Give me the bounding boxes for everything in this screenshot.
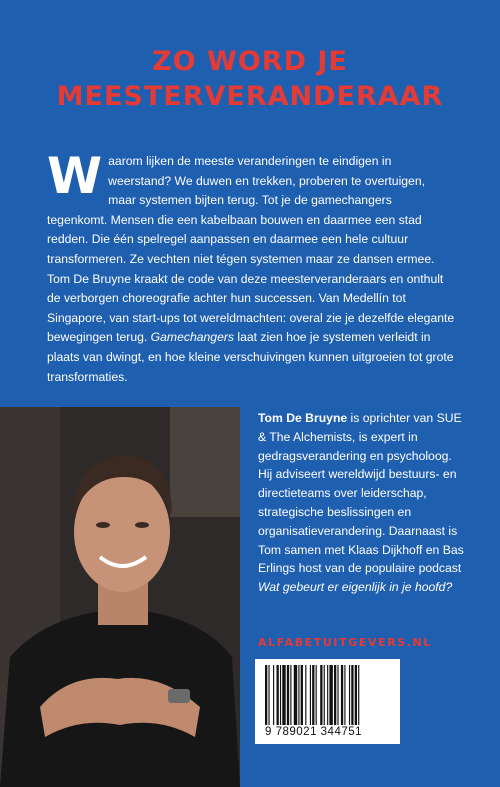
barcode-bar — [277, 665, 279, 725]
barcode-bar — [329, 665, 332, 725]
drop-cap: W — [47, 147, 103, 205]
barcode-bars — [255, 665, 400, 727]
barcode-bar — [355, 665, 357, 725]
barcode-bar — [324, 665, 325, 725]
barcode-bar — [320, 665, 322, 725]
author-photo — [0, 407, 240, 787]
barcode-bar — [349, 665, 350, 725]
author-bio — [258, 409, 468, 597]
barcode-bar — [344, 665, 345, 725]
barcode-bar — [341, 665, 343, 725]
barcode-bar — [351, 665, 353, 725]
barcode-bar — [287, 665, 289, 725]
barcode-bar — [280, 665, 281, 725]
barcode-bar — [290, 665, 291, 725]
barcode-digits: 9 789021 344751 — [265, 726, 363, 738]
blurb-text-2: laat zien hoe je systemen verleidt in plaats van dwingt, en hoe kleine verschuivingen kunnen uitgroeien tot grote transformaties. — [47, 330, 454, 384]
title-line-1: ZO WORD JE — [152, 46, 348, 77]
barcode-bar — [316, 665, 317, 725]
podcast-title: Wat gebeurt er eigenlijk in je hoofd? — [258, 580, 453, 595]
barcode-bar — [268, 665, 269, 725]
barcode-bar — [327, 665, 328, 725]
barcode-bar — [312, 665, 314, 725]
blurb-book-title: Gamechangers — [150, 330, 234, 345]
title-line-2: MEESTERVERANDERAAR — [56, 81, 444, 112]
barcode-bar — [310, 665, 311, 725]
author-bio-text: is oprichter van SUE & The Alchemists, is expert in gedragsverandering en psycholoog. Hij adviseert wereldwijd bestuurs- en directieteams over leiderschap, strategische beslissingen en organisatieverandering. Daarnaast is Tom samen met Klaas Dijkhoff en Bas Erlings host van de populaire podcast — [258, 411, 464, 576]
isbn-barcode — [255, 659, 400, 744]
publisher-url[interactable]: ALFABETUITGEVERS.NL — [258, 636, 432, 649]
barcode-bar — [337, 665, 338, 725]
barcode-bar — [265, 665, 267, 725]
blurb-text-1: aarom lijken de meeste veranderingen te eindigen in weerstand? We duwen en trekken, proberen te overtuigen, maar systemen bijten terug. Tot je de gamechangers tegenkomt. Mensen die een kabelbaan bouwen en daarmee een stad redden. Die één spelregel aanpassen en daarmee een hele cultuur transformeren. Ze vechten niet tégen systemen maar ze dansen ermee. Tom De Bruyne kraakt de code van deze meesterveranderaars en onthult de verborgen choreografie achter hun successen. Van Medellín tot Singapore, van start-ups tot wereldmachten: overal zie je dezelfde elegante bewegingen terug. — [47, 154, 455, 345]
cover-title — [0, 44, 500, 114]
barcode-bar — [282, 665, 285, 725]
barcode-bar — [334, 665, 336, 725]
barcode-bar — [273, 665, 274, 725]
barcode-bar — [358, 665, 359, 725]
barcode-bar — [298, 665, 299, 725]
blurb-paragraph — [47, 147, 455, 387]
barcode-bar — [301, 665, 303, 725]
barcode-bar — [294, 665, 297, 725]
author-name: Tom De Bruyne — [258, 411, 348, 425]
barcode-bar — [305, 665, 306, 725]
